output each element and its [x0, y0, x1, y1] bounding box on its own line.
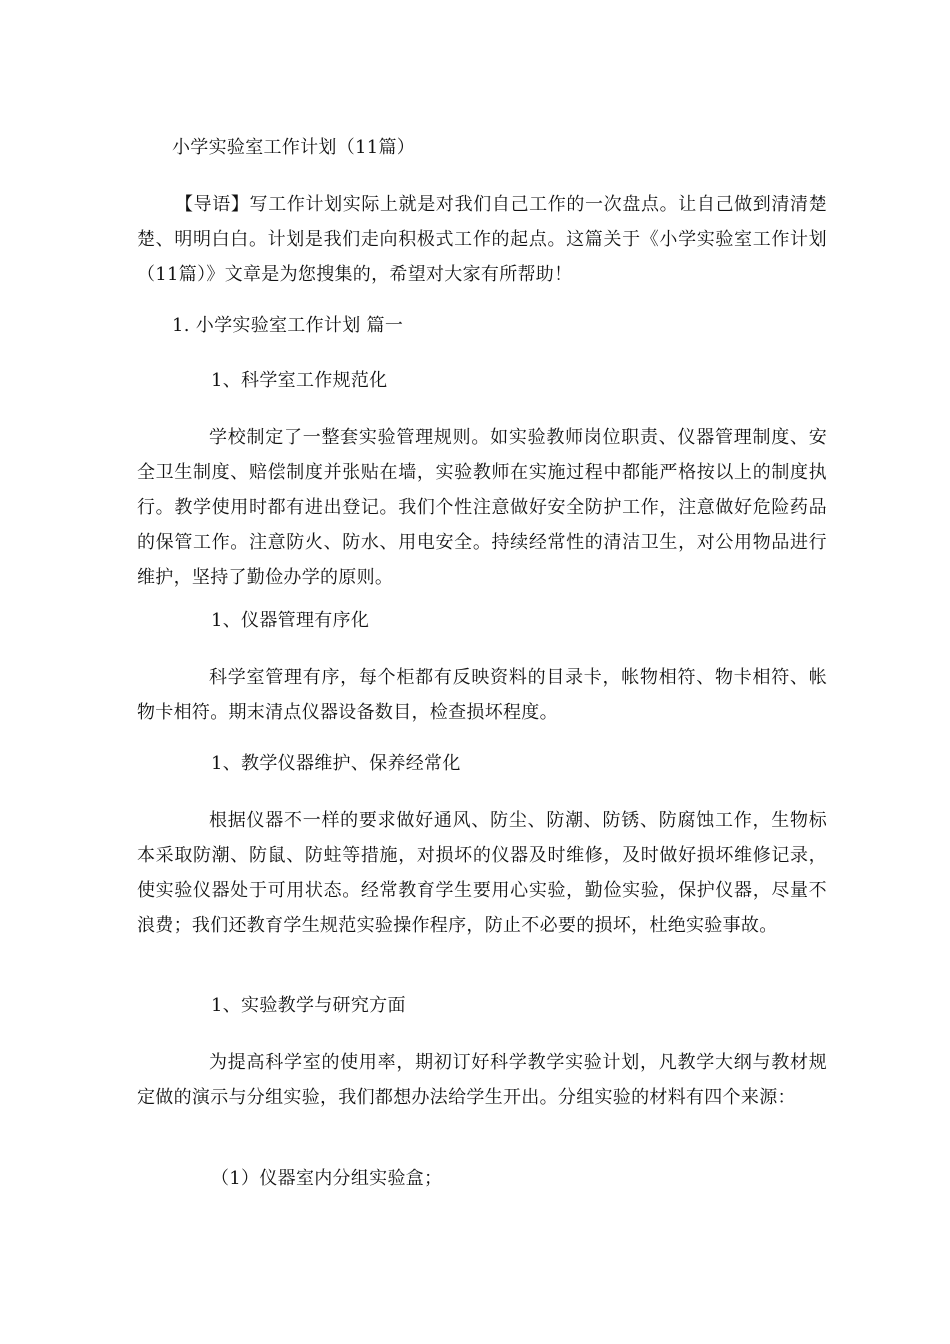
heading-standardization: 1、科学室工作规范化	[211, 370, 388, 391]
heading-maintenance: 1、教学仪器维护、保养经常化	[211, 753, 461, 774]
heading-instrument-management: 1、仪器管理有序化	[211, 610, 370, 631]
list-item: （1）仪器室内分组实验盒；	[211, 1168, 443, 1189]
paragraph-teaching-research: 为提高科学室的使用率，期初订好科学教学实验计划，凡教学大纲与教材规定做的演示与分组实验，我们都想办法给学生开出。分组实验的材料有四个来源：	[137, 1052, 827, 1108]
intro-paragraph: 【导语】写工作计划实际上就是对我们自己工作的一次盘点。让自己做到清清楚楚、明明白白。计划是我们走向积极式工作的起点。这篇关于《小学实验室工作计划（11篇）》文章是为您搜集的，希望对大家有所帮助！	[137, 194, 827, 285]
paragraph-instrument-management: 科学室管理有序，每个柜都有反映资料的目录卡，帐物相符、物卡相符、帐物卡相符。期末清点仪器设备数目，检查损坏程度。	[137, 667, 827, 723]
heading-teaching-research: 1、实验教学与研究方面	[211, 995, 406, 1016]
document-title: 小学实验室工作计划（11篇）	[172, 137, 416, 158]
paragraph-standardization: 学校制定了一整套实验管理规则。如实验教师岗位职责、仪器管理制度、安全卫生制度、赔偿制度并张贴在墙，实验教师在实施过程中都能严格按以上的制度执行。教学使用时都有进出登记。我们个性注意做好安全防护工作，注意做好危险药品的保管工作。注意防火、防水、用电安全。持续经常性的清洁卫生，对公用物品进行维护，坚持了勤俭办学的原则。	[137, 427, 827, 588]
section-title: 1. 小学实验室工作计划 篇一	[172, 315, 404, 336]
paragraph-maintenance: 根据仪器不一样的要求做好通风、防尘、防潮、防锈、防腐蚀工作，生物标本采取防潮、防鼠、防蛀等措施，对损坏的仪器及时维修，及时做好损坏维修记录，使实验仪器处于可用状态。经常教育学生要用心实验，勤俭实验，保护仪器，尽量不浪费；我们还教育学生规范实验操作程序，防止不必要的损坏，杜绝实验事故。	[137, 810, 827, 936]
